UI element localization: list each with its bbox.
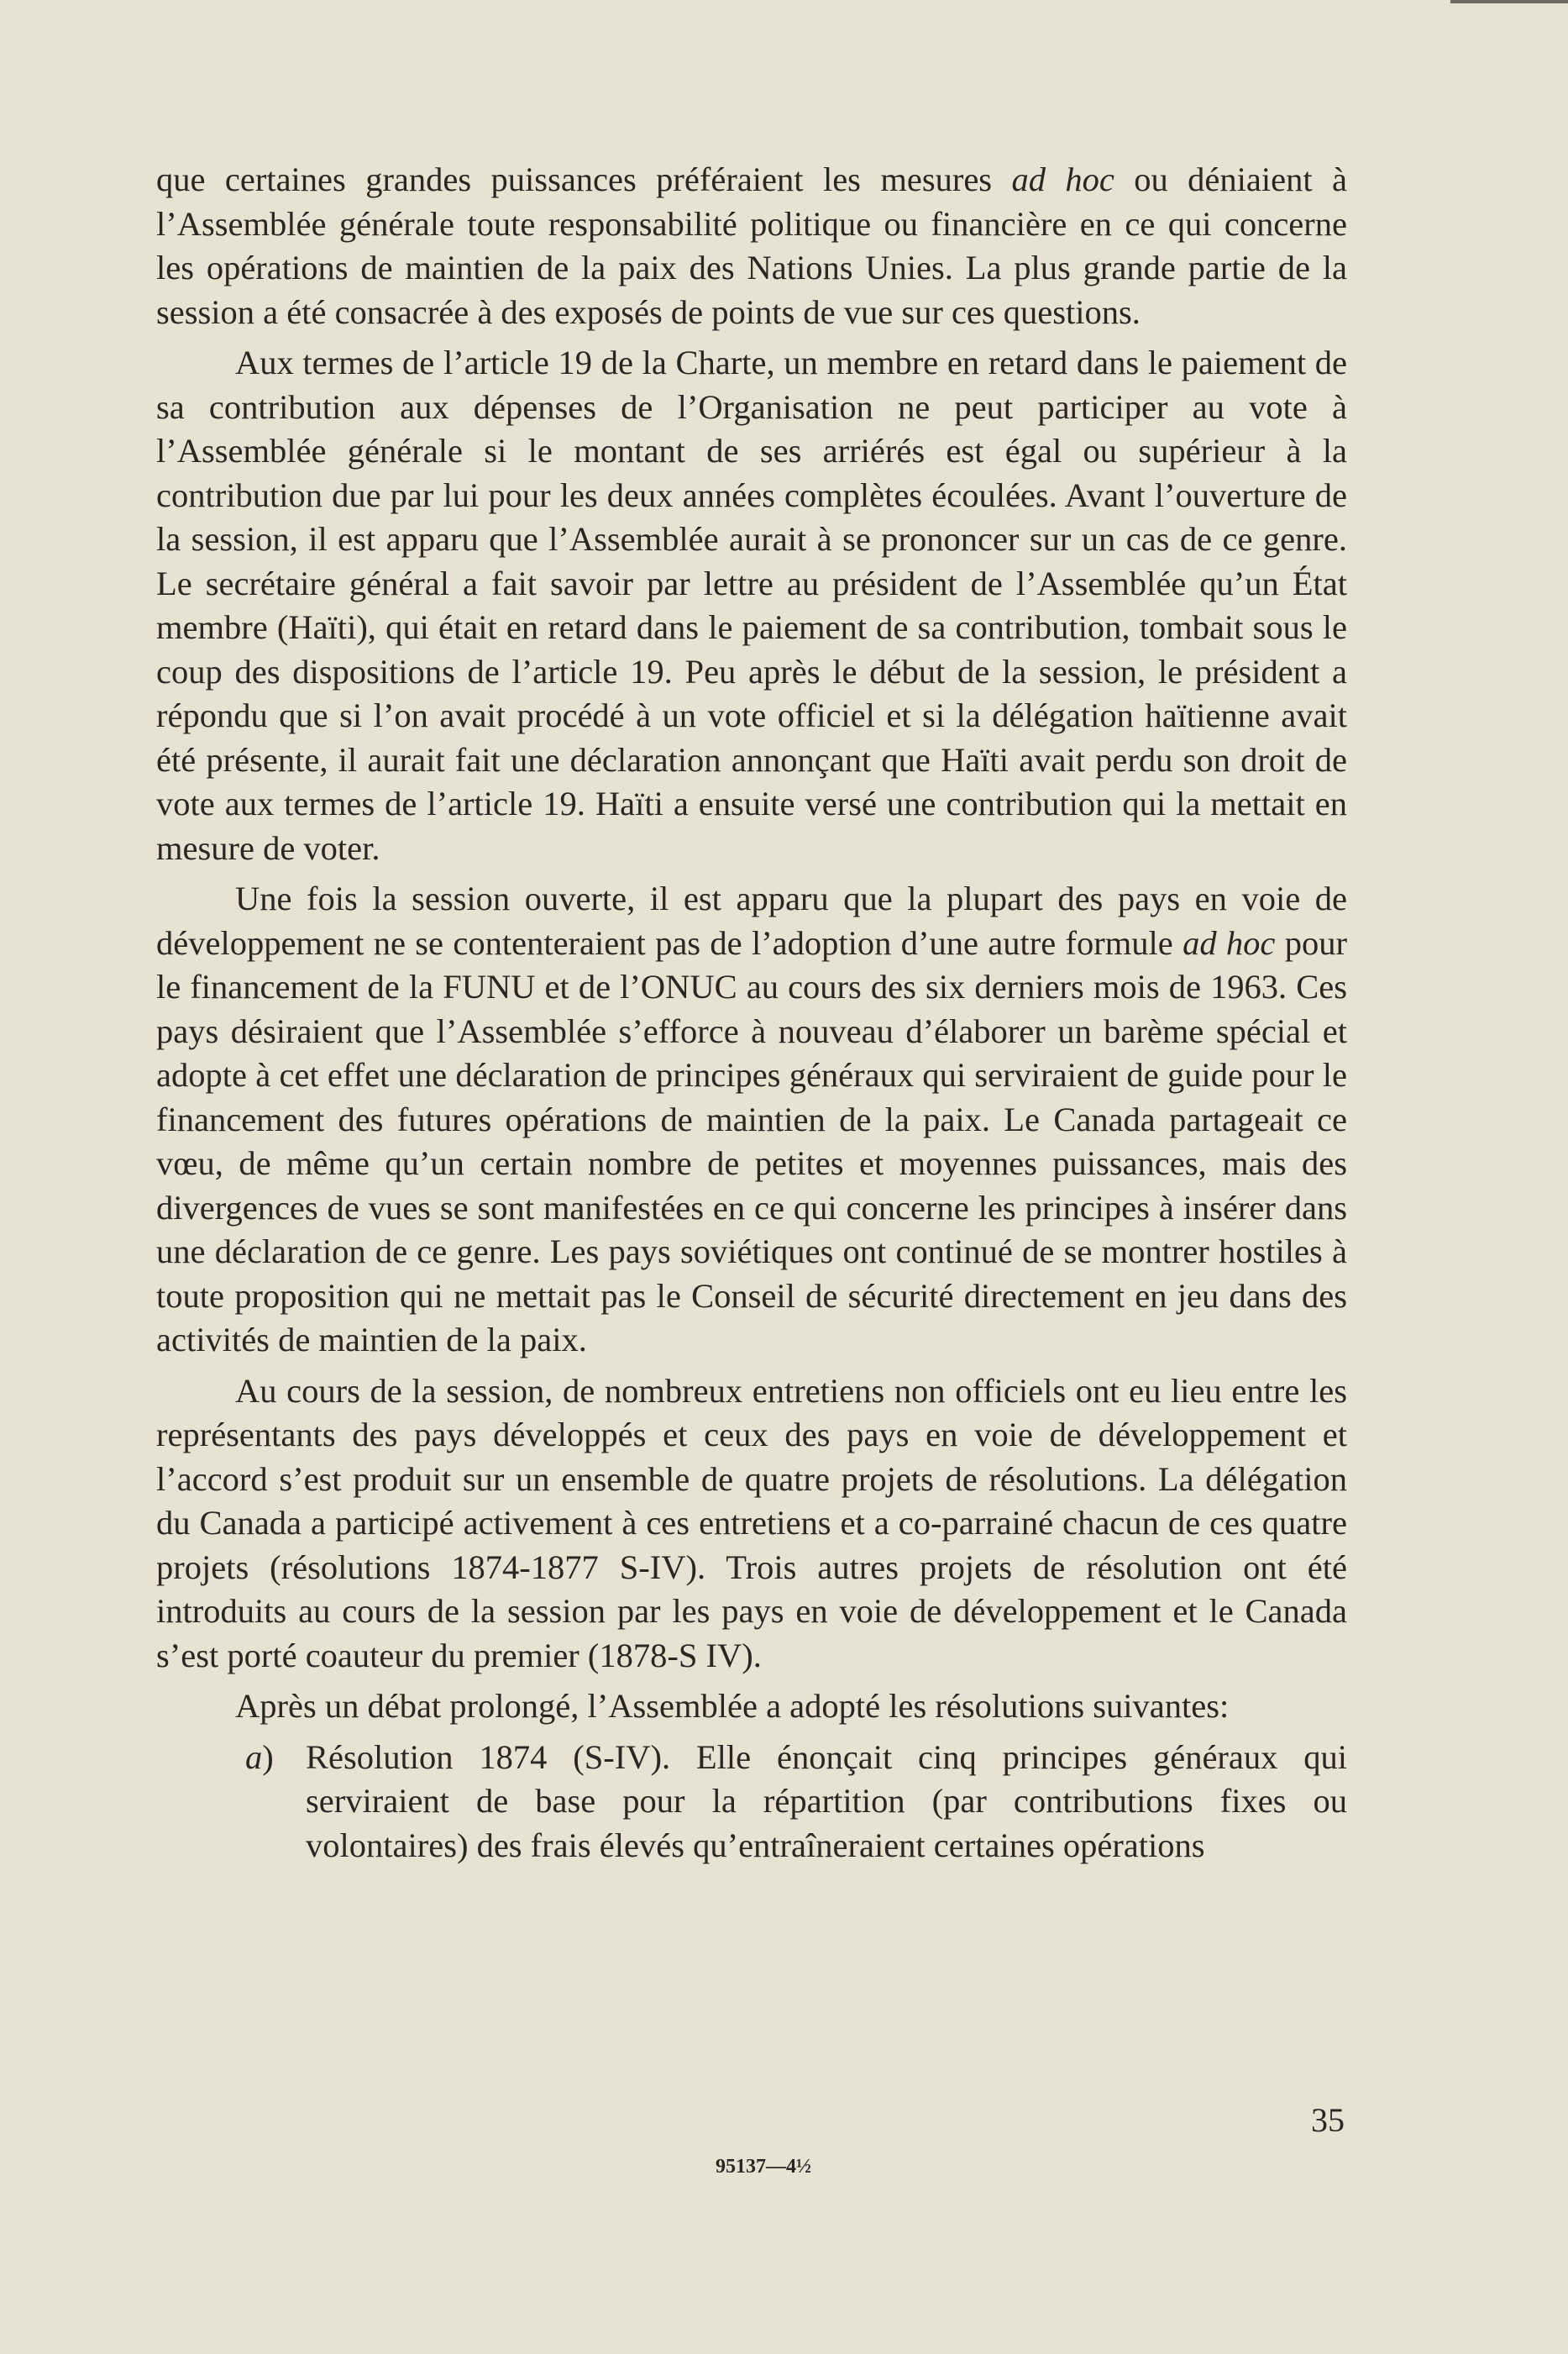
paragraph-5: Après un débat prolongé, l’Assemblée a adopté les résolutions suivantes: — [235, 1687, 1230, 1725]
paragraph-4: Au cours de la session, de nombreux entretiens non officiels ont eu lieu entre les représentants des pays développés et ceux des pays en voie de développement et l’accord s’est produit sur un ensemble de quatre projets de résolutions. La délégation du Canada a participé activement à ces entretiens et a co-parrainé chacun de ces quatre projets (résolutions 1874-1877 S-IV). Trois autres projets de résolution ont été introduits au cours de la session par les pays en voie de développement et le Canada s’est porté coauteur du premier (1878-S IV). — [156, 1371, 1347, 1674]
paragraph-1-text-a: que certaines grandes puissances préféraient les mesures — [156, 160, 1012, 198]
paragraph-3-text-b: pour le financement de la FUNU et de l’ONUC au cours des six derniers mois de 1963. Ces pays désiraient que l’Assemblée s’efforce à nouveau d’élaborer un barème spécial et adopte à cet effet une déclaration de principes généraux qui serviraient de guide pour le financement des futures opérations de maintien de la paix. Le Canada partageait ce vœu, de même qu’un certain nombre de petites et moyennes puissances, mais des divergences de vues se sont manifestées en ce qui concerne les principes à insérer dans une déclaration de ce genre. Les pays soviétiques ont continué de se montrer hostiles à toute proposition qui ne mettait pas le Conseil de sécurité directement en jeu dans des activités de maintien de la paix. — [156, 923, 1347, 1358]
page-number: 35 — [1311, 2101, 1345, 2139]
list-marker-a — [245, 1736, 274, 1780]
list-item-a — [156, 1736, 1347, 1868]
list-marker-paren: ) — [262, 1737, 274, 1776]
paragraph-3-text-a: Une fois la session ouverte, il est apparu que la plupart des pays en voie de développement ne se contenteraient pas de l’adoption d’une autre formule — [156, 880, 1347, 962]
page-edge-mark — [1450, 0, 1568, 3]
paragraph-1 — [156, 158, 1347, 334]
paragraph-3-italic: ad hoc — [1183, 923, 1276, 962]
paragraph-2: Aux termes de l’article 19 de la Charte, un membre en retard dans le paiement de sa contribution aux dépenses de l’Organisation ne peut participer au vote à l’Assemblée générale si le montant de ses arriérés est égal ou supérieur à la contribution due par lui pour les deux années complètes écoulées. Avant l’ouverture de la session, il est apparu que l’Assemblée aurait à se prononcer sur un cas de ce genre. Le secrétaire général a fait savoir par lettre au président de l’Assemblée qu’un État membre (Haïti), qui était en retard dans le paiement de sa contribution, tombait sous le coup des dispositions de l’article 19. Peu après le début de la session, le président a répondu que si l’on avait procédé à un vote officiel et si la délégation haïtienne avait été présente, il aurait fait une déclaration annonçant que Haïti avait perdu son droit de vote aux termes de l’article 19. Haïti a ensuite versé une contribution qui la mettait en mesure de voter. — [156, 344, 1347, 867]
paragraph-3 — [156, 877, 1347, 1363]
body-text — [156, 158, 1347, 1874]
list-item-a-text: Résolution 1874 (S-IV). Elle énonçait cinq principes généraux qui serviraient de base pour la répartition (par contributions fixes ou volontaires) des frais élevés qu’entraîneraient certaines opérations — [306, 1737, 1347, 1864]
paragraph-1-text-b: ou déniaient à l’Assemblée générale toute responsabilité politique ou financière en ce qui concerne les opérations de maintien de la paix des Nations Unies. La plus grande partie de la session a été consacrée à des exposés de points de vue sur ces questions. — [156, 160, 1347, 331]
paragraph-1-italic: ad hoc — [1011, 160, 1114, 198]
list-marker-letter: a — [245, 1737, 263, 1776]
footer-print-code: 95137—4½ — [716, 2156, 811, 2178]
